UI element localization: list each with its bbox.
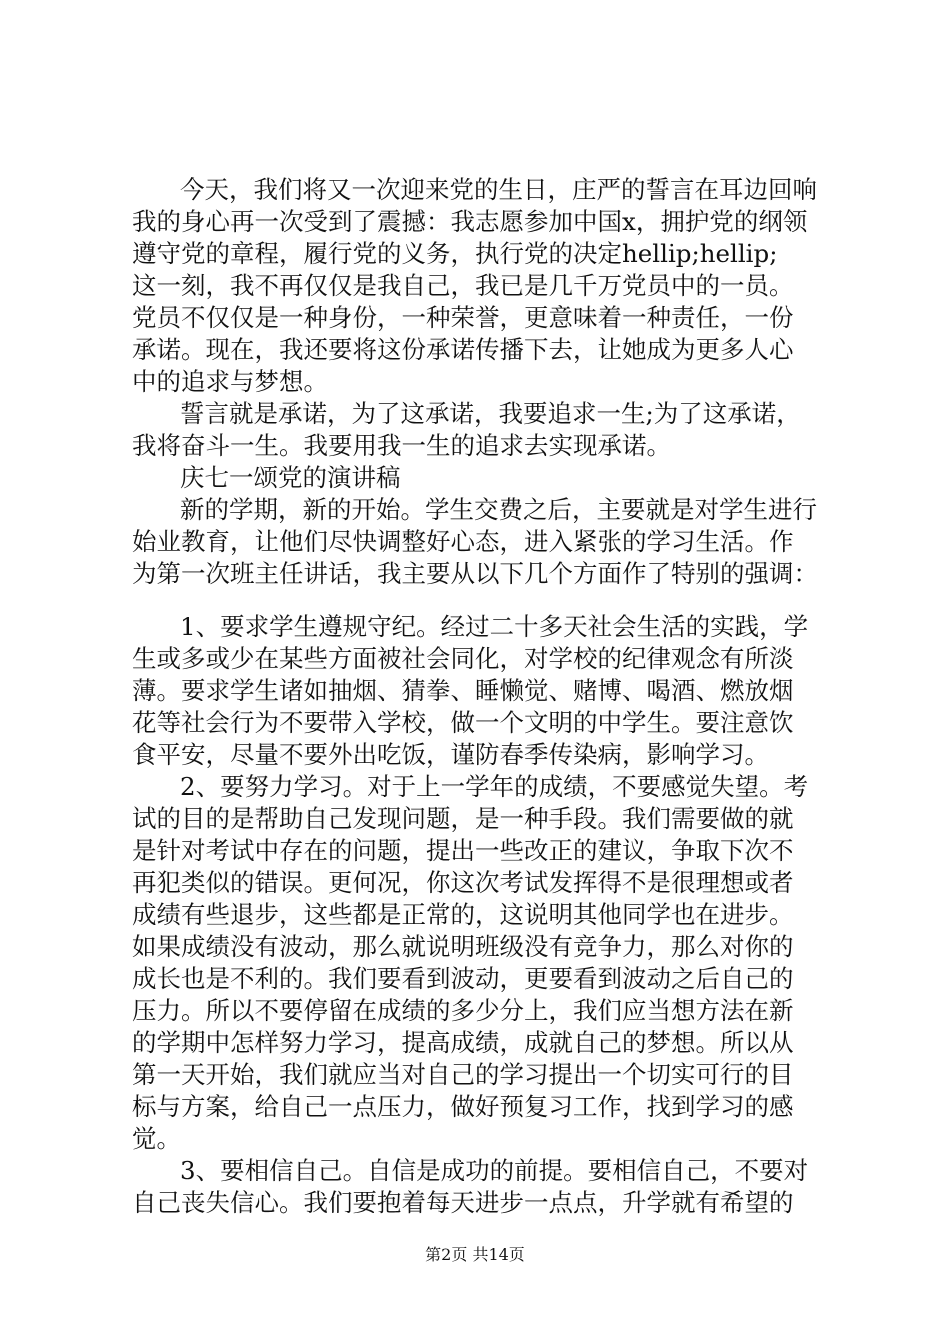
text-line: 党员不仅仅是一种身份，一种荣誉，更意味着一种责任，一份 [132,303,794,332]
text-line: 压力。所以不要停留在成绩的多少分上，我们应当想方法在新 [132,996,794,1025]
text-line: 中的追求与梦想。 [132,367,328,396]
text-line: 第一天开始，我们就应当对自己的学习提出一个切实可行的目 [132,1060,794,1089]
text-line: 誓言就是承诺，为了这承诺，我要追求一生;为了这承诺， [180,399,801,428]
text-line: 的学期中怎样努力学习，提高成绩，成就自己的梦想。所以从 [132,1028,794,1057]
text-line: 今天，我们将又一次迎来党的生日，庄严的誓言在耳边回响 [180,175,817,204]
text-line: 食平安，尽量不要外出吃饭，谨防春季传染病，影响学习。 [132,740,769,769]
text-line: 再犯类似的错误。更何况，你这次考试发挥得不是很理想或者 [132,868,794,897]
text-line: 我将奋斗一生。我要用我一生的追求去实现承诺。 [132,431,671,460]
section-heading: 庆七一颂党的演讲稿 [180,463,401,492]
text-line: 3、要相信自己。自信是成功的前提。要相信自己，不要对 [180,1156,809,1185]
text-line: 始业教育，让他们尽快调整好心态，进入紧张的学习生活。作 [132,527,794,556]
text-line: 自己丧失信心。我们要抱着每天进步一点点，升学就有希望的 [132,1188,794,1217]
text-line: 如果成绩没有波动，那么就说明班级没有竞争力，那么对你的 [132,932,794,961]
text-line: 这一刻，我不再仅仅是我自己，我已是几千万党员中的一员。 [132,271,794,300]
text-line: 2、要努力学习。对于上一学年的成绩，不要感觉失望。考 [180,772,809,801]
text-line: 试的目的是帮助自己发现问题，是一种手段。我们需要做的就 [132,804,794,833]
text-line: 标与方案，给自己一点压力，做好预复习工作，找到学习的感 [132,1092,794,1121]
text-line: 生或多或少在某些方面被社会同化，对学校的纪律观念有所淡 [132,644,794,673]
page-footer: 第2页 共14页 [425,1245,525,1264]
text-line: 为第一次班主任讲话，我主要从以下几个方面作了特别的强调： [132,559,818,588]
text-line: 1、要求学生遵规守纪。经过二十多天社会生活的实践，学 [180,612,809,641]
text-line: 花等社会行为不要带入学校，做一个文明的中学生。要注意饮 [132,708,794,737]
text-line: 遵守党的章程，履行党的义务，执行党的决定hellip;hellip; [132,239,778,268]
text-line: 觉。 [132,1124,181,1153]
text-line: 我的身心再一次受到了震撼：我志愿参加中国x，拥护党的纲领 [132,207,808,236]
text-line: 成长也是不利的。我们要看到波动，更要看到波动之后自己的 [132,964,794,993]
text-line: 承诺。现在，我还要将这份承诺传播下去，让她成为更多人心 [132,335,794,364]
text-line: 成绩有些退步，这些都是正常的，这说明其他同学也在进步。 [132,900,794,929]
text-line: 是针对考试中存在的问题，提出一些改正的建议，争取下次不 [132,836,794,865]
text-line: 薄。要求学生诸如抽烟、猜拳、睡懒觉、赌博、喝酒、燃放烟 [132,676,794,705]
text-line: 新的学期，新的开始。学生交费之后，主要就是对学生进行 [180,495,817,524]
